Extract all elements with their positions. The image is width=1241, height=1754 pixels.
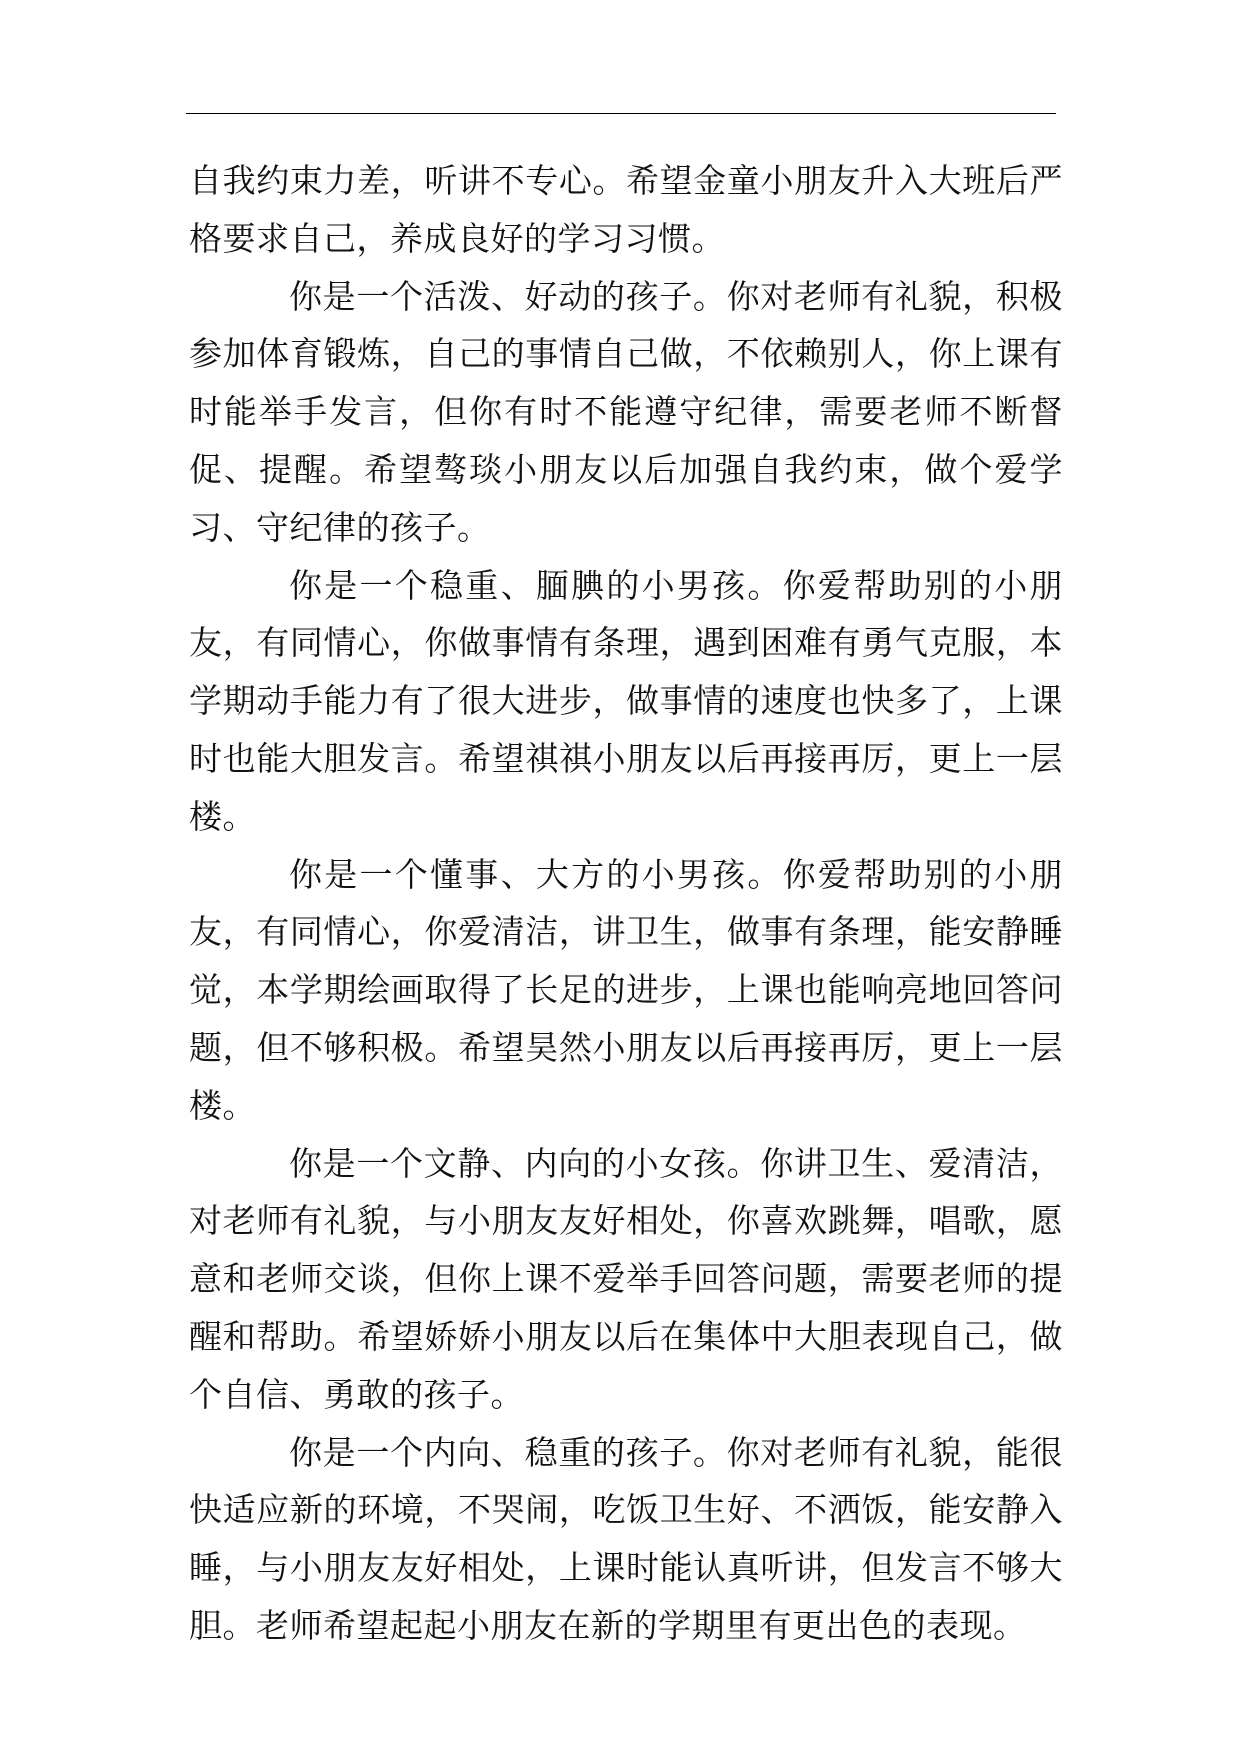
- header-rule: [186, 113, 1056, 114]
- paragraph-6: 你是一个内向、稳重的孩子。你对老师有礼貌，能很快适应新的环境，不哭闹，吃饭卫生好、不洒饭，能安静入睡，与小朋友友好相处，上课时能认真听讲，但发言不够大胆。老师希望起起小朋友在新的学期里有更出色的表现。: [189, 1432, 1063, 1645]
- document-body: [189, 152, 1063, 1655]
- paragraph-4: 你是一个懂事、大方的小男孩。你爱帮助别的小朋友，有同情心，你爱清洁，讲卫生，做事有条理，能安静睡觉，本学期绘画取得了长足的进步，上课也能响亮地回答问题，但不够积极。希望昊然小朋友以后再接再厉，更上一层楼。: [189, 854, 1063, 1125]
- paragraph-2: 你是一个活泼、好动的孩子。你对老师有礼貌，积极参加体育锻炼，自己的事情自己做，不依赖别人，你上课有时能举手发言，但你有时不能遵守纪律，需要老师不断督促、提醒。希望骜琰小朋友以后加强自我约束，做个爱学习、守纪律的孩子。: [189, 276, 1063, 547]
- paragraph-1: 自我约束力差，听讲不专心。希望金童小朋友升入大班后严格要求自己，养成良好的学习习惯。: [189, 161, 1063, 258]
- paragraph-3: 你是一个稳重、腼腆的小男孩。你爱帮助别的小朋友，有同情心，你做事情有条理，遇到困难有勇气克服，本学期动手能力有了很大进步，做事情的速度也快多了，上课时也能大胆发言。希望祺祺小朋友以后再接再厉，更上一层楼。: [189, 565, 1063, 836]
- paragraph-5: 你是一个文静、内向的小女孩。你讲卫生、爱清洁，对老师有礼貌，与小朋友友好相处，你喜欢跳舞，唱歌，愿意和老师交谈，但你上课不爱举手回答问题，需要老师的提醒和帮助。希望娇娇小朋友以后在集体中大胆表现自己，做个自信、勇敢的孩子。: [189, 1143, 1063, 1414]
